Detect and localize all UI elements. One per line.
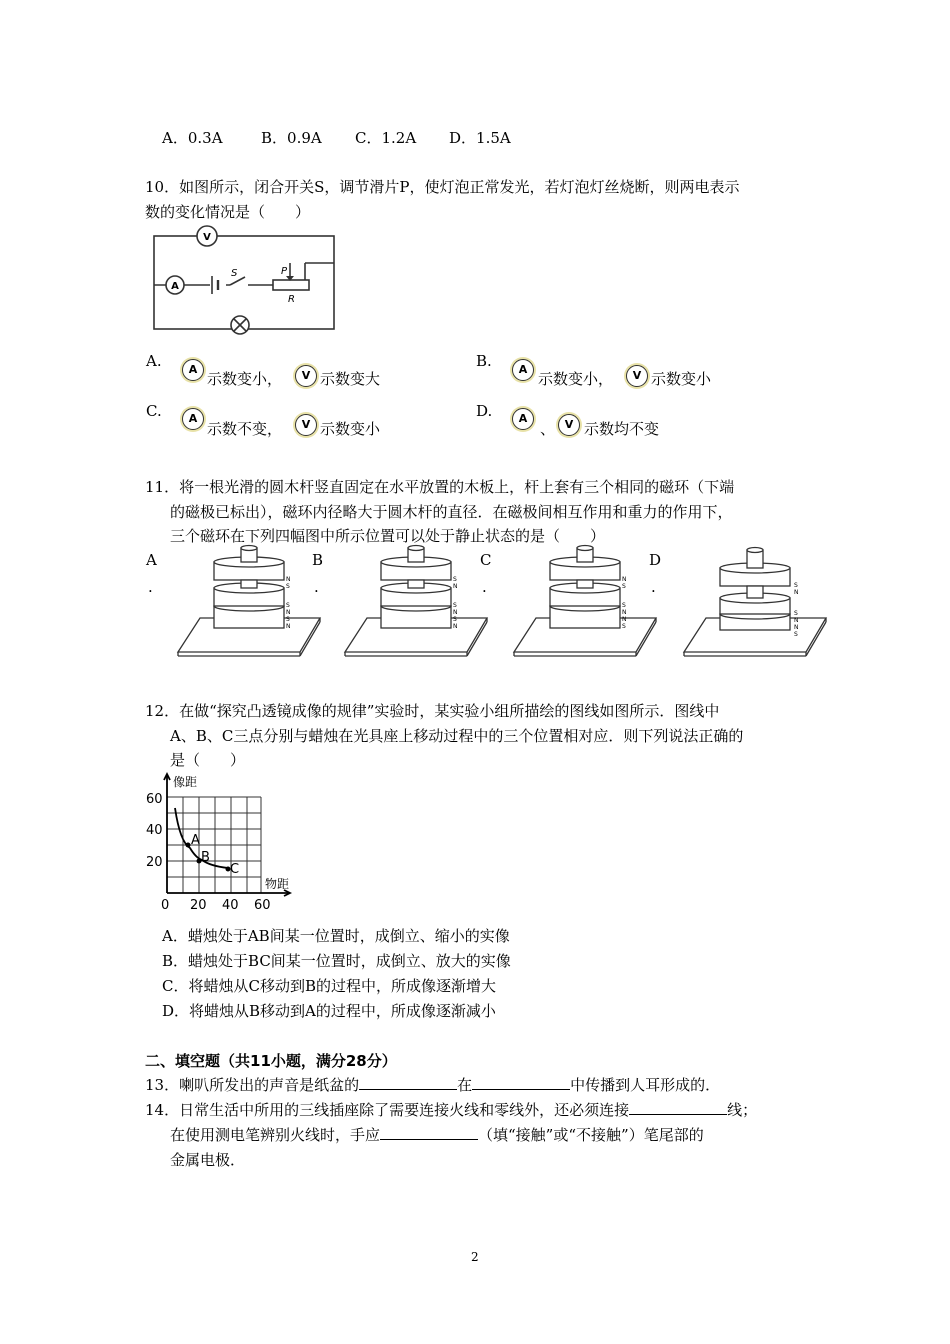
voltmeter-icon: V [626, 365, 648, 387]
chart-ytick-40: 40 [146, 823, 163, 838]
q14-part5: 金属电极． [170, 1151, 246, 1169]
q10-option-d-text2: 示数均不变 [584, 420, 660, 438]
q10-option-b-text2: 示数变小 [651, 370, 712, 388]
q11-d-pole-4: N [794, 617, 799, 624]
q11-a-pole-1: N [286, 576, 291, 583]
q11-a-pole-5: S [286, 616, 290, 623]
q10-option-c-letter: C. [146, 402, 162, 420]
q10-option-b-letter: B. [476, 352, 492, 370]
q13-blank-1[interactable] [359, 1075, 457, 1090]
q10-option-c-text2: 示数变小 [320, 420, 381, 438]
q14-line1 [145, 1099, 757, 1120]
q10-option-c [182, 405, 208, 430]
q11-b-pole-4: N [453, 609, 458, 616]
q11-d-pole-3: S [794, 610, 798, 617]
q12-option-b: B．蜡烛处于BC间某一位置时，成倒立、放大的实像 [162, 952, 511, 970]
chart-xlabel: 物距 [265, 877, 290, 891]
circuit-label-v: V [203, 232, 211, 243]
ammeter-icon: A [512, 359, 534, 381]
q13-part1: 13．喇叭所发出的声音是纸盆的 [145, 1076, 360, 1094]
q11-label-d: D [649, 551, 662, 569]
q10-circuit-diagram [150, 226, 345, 336]
chart-point-a [186, 843, 191, 848]
q11-label-b: B [312, 551, 324, 569]
q9-option-d: D．1.5A [449, 129, 511, 147]
q10-option-c-voltmeter [295, 411, 321, 436]
q12-option-d: D．将蜡烛从B移动到A的过程中，所成像逐渐减小 [162, 1002, 496, 1020]
q12-option-a: A．蜡烛处于AB间某一位置时，成倒立、缩小的实像 [162, 927, 510, 945]
q11-a-pole-4: N [286, 609, 291, 616]
q11-c-pole-3: S [622, 602, 626, 609]
chart-xtick-20: 20 [190, 898, 207, 913]
circuit-label-p: P [281, 266, 288, 277]
q11-label-a-dot: . [148, 578, 153, 596]
q10-option-a-letter: A. [146, 352, 162, 370]
q10-stem-line1: 10．如图所示，闭合开关S，调节滑片P，使灯泡正常发光，若灯泡灯丝烧断，则两电表示 [145, 178, 740, 196]
ammeter-icon: A [182, 359, 204, 381]
q11-label-c: C [480, 551, 492, 569]
q11-stem-line1: 11．将一根光滑的圆木杆竖直固定在水平放置的木板上，杆上套有三个相同的磁环（下端 [145, 478, 735, 496]
q11-b-pole-6: N [453, 623, 458, 630]
q12-stem-line3: 是（ ） [170, 751, 246, 769]
ammeter-icon: A [182, 408, 204, 430]
circuit-label-a: A [171, 281, 179, 292]
q11-magnet-figure-c [508, 548, 658, 660]
q10-option-d-letter: D. [476, 402, 493, 420]
q11-c-pole-4: N [622, 609, 627, 616]
chart-xtick-40: 40 [222, 898, 239, 913]
q11-d-pole-6: S [794, 631, 798, 638]
q11-stem-line3: 三个磁环在下列四幅图中所示位置可以处于静止状态的是（ ） [170, 527, 606, 545]
chart-xtick-0: 0 [161, 898, 170, 913]
chart-point-b-label: B [201, 850, 210, 865]
q14-blank-1[interactable] [629, 1100, 727, 1115]
chart-ytick-20: 20 [146, 855, 163, 870]
q11-label-c-dot: . [482, 578, 487, 596]
chart-xtick-60: 60 [254, 898, 271, 913]
voltmeter-icon: V [558, 414, 580, 436]
q14-blank-2[interactable] [380, 1125, 478, 1140]
q10-option-a [182, 356, 208, 381]
chart-point-c-label: C [230, 862, 240, 877]
q13-part3: 中传播到人耳形成的． [570, 1076, 721, 1094]
q10-option-d [512, 405, 538, 430]
q10-option-b-text1: 示数变小， [538, 370, 614, 388]
page-number: 2 [471, 1250, 479, 1264]
q10-option-d-voltmeter [558, 411, 584, 436]
q11-label-d-dot: . [651, 578, 656, 596]
q10-option-b-voltmeter [626, 362, 652, 387]
q12-stem-line1: 12．在做“探究凸透镜成像的规律”实验时，某实验小组所描绘的图线如图所示．图线中 [145, 702, 720, 720]
q13-line [145, 1074, 720, 1095]
q10-stem-line2: 数的变化情况是（ ） [145, 203, 311, 221]
q10-option-c-text1: 示数不变， [207, 420, 283, 438]
q11-d-pole-2: N [794, 589, 799, 596]
q14-line2 [170, 1124, 704, 1145]
q11-label-b-dot: . [314, 578, 319, 596]
q13-part2: 在 [457, 1076, 473, 1094]
q10-option-d-text1: 、 [540, 420, 556, 438]
q11-stem-line2: 的磁极已标出），磁环内径略大于圆木杆的直径．在磁极间相互作用和重力的作用下， [170, 503, 733, 521]
chart-ylabel: 像距 [173, 775, 198, 789]
q12-stem-line2: A、B、C三点分别与蜡烛在光具座上移动过程中的三个位置相对应．则下列说法正确的 [170, 727, 744, 745]
q10-option-a-text1: 示数变小， [207, 370, 283, 388]
q11-b-pole-1: S [453, 576, 457, 583]
chart-point-a-label: A [191, 833, 200, 848]
voltmeter-icon: V [295, 365, 317, 387]
circuit-label-s: S [231, 268, 238, 279]
q13-blank-2[interactable] [472, 1075, 570, 1090]
q11-a-pole-6: N [286, 623, 291, 630]
q11-c-pole-2: S [622, 583, 626, 590]
q9-option-b: B．0.9A [261, 129, 322, 147]
q14-part2: 线； [727, 1101, 758, 1119]
q11-b-pole-3: S [453, 602, 457, 609]
q11-c-pole-1: N [622, 576, 627, 583]
q11-a-pole-2: S [286, 583, 290, 590]
q11-a-pole-3: S [286, 602, 290, 609]
q11-magnet-figure-d [678, 548, 828, 660]
circuit-label-r: R [288, 294, 295, 305]
q11-label-a: A [146, 551, 157, 569]
q9-option-a: A．0.3A [162, 129, 223, 147]
voltmeter-icon: V [295, 414, 317, 436]
q10-option-b [512, 356, 538, 381]
q11-magnet-figure-a [172, 548, 322, 660]
q12-option-c: C．将蜡烛从C移动到B的过程中，所成像逐渐增大 [162, 977, 496, 995]
q11-b-pole-2: N [453, 583, 458, 590]
q11-d-pole-1: S [794, 582, 798, 589]
ammeter-icon: A [512, 408, 534, 430]
q11-b-pole-5: S [453, 616, 457, 623]
q11-c-pole-5: N [622, 616, 627, 623]
q11-d-pole-5: N [794, 624, 799, 631]
q14-part3: 在使用测电笔辨别火线时，手应 [170, 1126, 381, 1144]
q14-part4: （填“接触”或“不接触”）笔尾部的 [478, 1126, 704, 1144]
q9-option-c: C．1.2A [355, 129, 417, 147]
section-2-heading: 二、填空题（共11小题，满分28分） [145, 1052, 397, 1070]
q10-option-a-text2: 示数变大 [320, 370, 381, 388]
q11-magnet-figure-b [339, 548, 492, 660]
q11-c-pole-6: S [622, 623, 626, 630]
q10-option-a-voltmeter [295, 362, 321, 387]
q14-part1: 14．日常生活中所用的三线插座除了需要连接火线和零线外，还必须连接 [145, 1101, 630, 1119]
chart-ytick-60: 60 [146, 792, 163, 807]
q12-image-distance-chart [140, 772, 300, 912]
